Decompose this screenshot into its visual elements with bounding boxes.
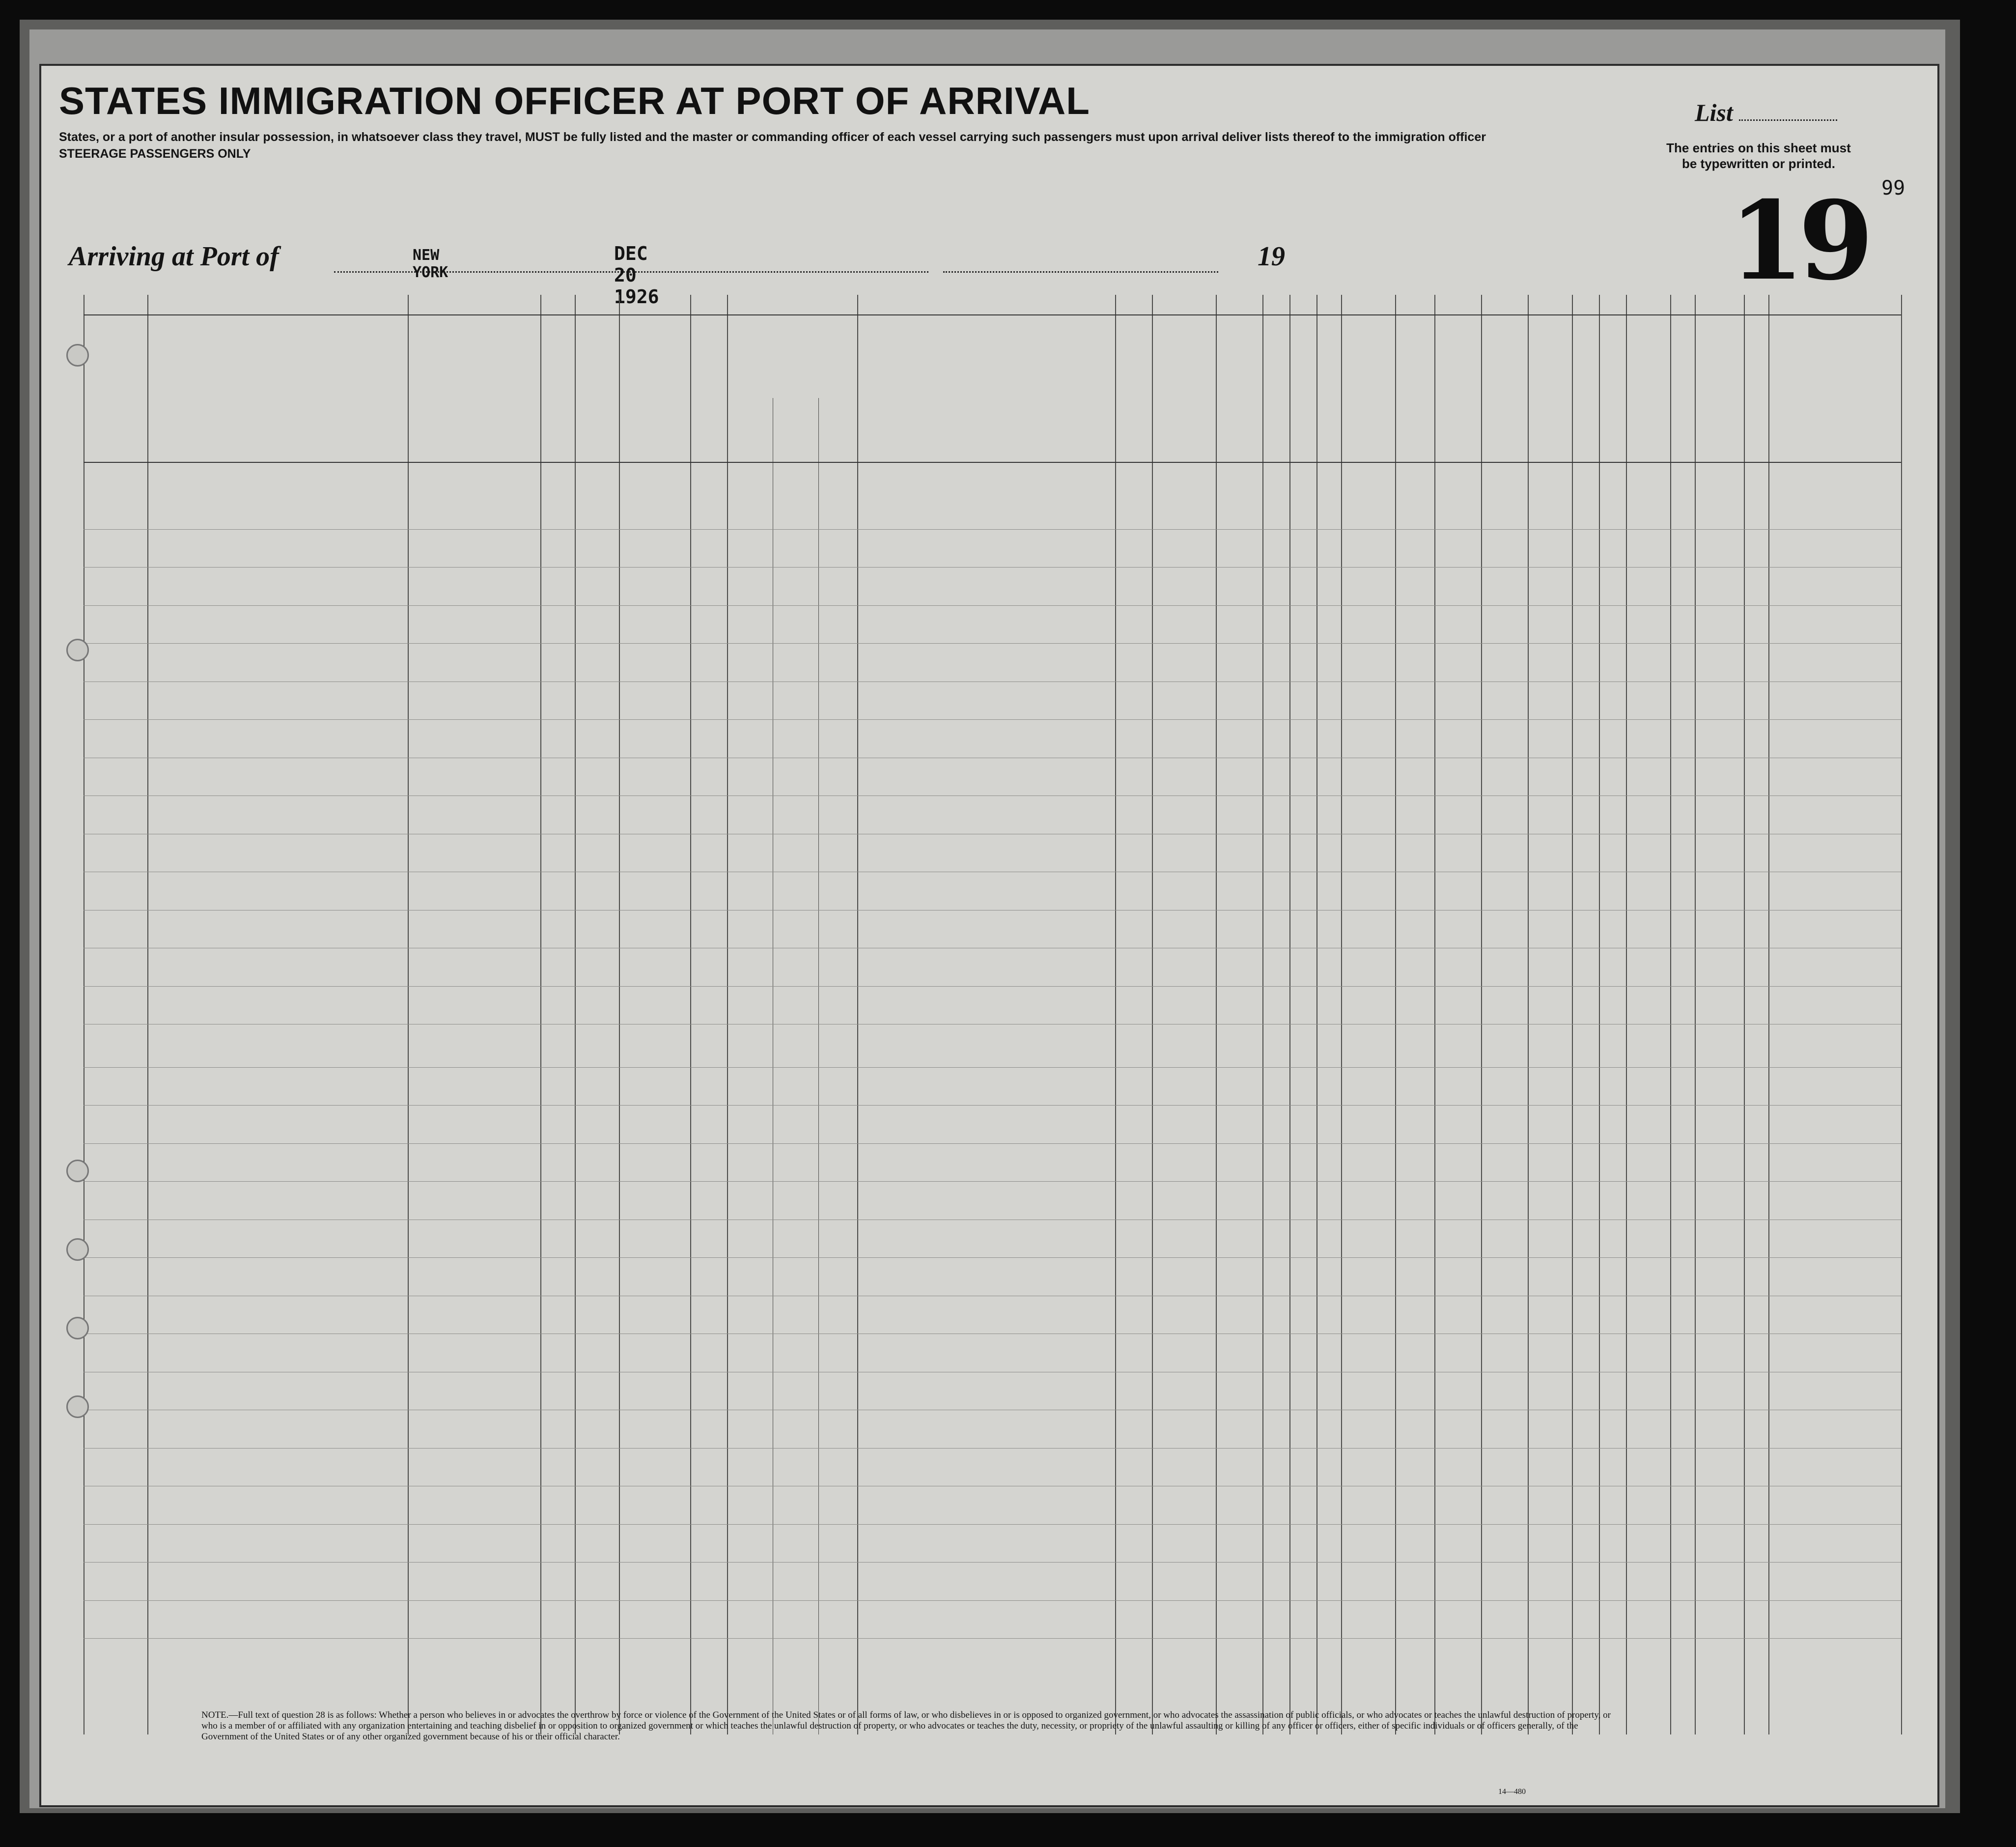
column-rule (575, 295, 576, 1734)
column-rule (1744, 295, 1745, 1734)
column-rule (1316, 295, 1317, 1734)
row-rule (84, 643, 1901, 644)
column-rule (857, 295, 858, 1734)
column-number (1341, 295, 1395, 314)
binder-hole (66, 344, 89, 367)
column-rule (1481, 295, 1482, 1734)
column-rule (1395, 295, 1396, 1734)
binder-hole (66, 1238, 89, 1261)
row-rule (84, 719, 1901, 720)
subcolumn-rule (818, 398, 819, 1734)
row-rule (84, 567, 1901, 568)
column-rule (1152, 295, 1153, 1734)
list-underline (1739, 119, 1837, 121)
column-number (1262, 295, 1289, 314)
binder-hole (66, 639, 89, 661)
column-rule (727, 295, 728, 1734)
date-underline (943, 241, 1218, 273)
row-rule (84, 1638, 1901, 1639)
column-number (1626, 295, 1670, 314)
row-rule (84, 1181, 1901, 1182)
column-number (1481, 295, 1528, 314)
column-number (727, 295, 857, 314)
row-rule (84, 986, 1901, 987)
header (59, 79, 1729, 162)
arriving-label: Arriving at Port of (69, 241, 279, 272)
list-field (1695, 98, 1837, 127)
column-number (84, 295, 147, 314)
column-number (1434, 295, 1481, 314)
sheet-number: 19 (1729, 177, 1868, 304)
binder-hole (66, 1317, 89, 1339)
arrival-date: DEC 20 1926 (614, 243, 659, 308)
binder-hole (66, 1395, 89, 1418)
column-rule (1216, 295, 1217, 1734)
column-rule (1434, 295, 1435, 1734)
header-rule (84, 314, 1901, 315)
list-label: List (1695, 99, 1733, 126)
column-rule (1115, 295, 1116, 1734)
column-rule (1289, 295, 1290, 1734)
page-title: STATES IMMIGRATION OFFICER AT PORT OF ARRIVAL (59, 79, 1090, 122)
column-number (1289, 295, 1316, 314)
row-rule (84, 605, 1901, 606)
page-number: 99 (1881, 177, 1905, 199)
row-rule (84, 1524, 1901, 1525)
column-rule (690, 295, 691, 1734)
column-rule (1768, 295, 1769, 1734)
column-number (1316, 295, 1341, 314)
manifest-sheet (39, 64, 1939, 1807)
row-rule (84, 529, 1901, 530)
column-rule (1901, 295, 1902, 1734)
row-rule (84, 1105, 1901, 1106)
row-rule (84, 1448, 1901, 1449)
binder-hole (66, 1160, 89, 1182)
column-rule (1670, 295, 1671, 1734)
column-number (408, 295, 575, 314)
column-number (147, 295, 408, 314)
column-number (1768, 295, 1901, 314)
column-number (1528, 295, 1572, 314)
port-value: NEW YORK (413, 247, 448, 281)
column-rule (147, 295, 148, 1734)
column-number (575, 295, 619, 314)
year-label: 19 (1258, 241, 1285, 272)
header-rule (84, 462, 1901, 463)
row-rule (84, 1143, 1901, 1144)
column-rule (1262, 295, 1263, 1734)
entries-note: The entries on this sheet must be typewritten or printed. (1666, 141, 1851, 171)
column-rule (619, 295, 620, 1734)
column-rule (540, 295, 541, 1734)
row-rule (84, 1562, 1901, 1563)
column-number (1395, 295, 1434, 314)
form-code: 14—480 (1498, 1788, 1526, 1796)
column-number (619, 295, 690, 314)
column-number (690, 295, 727, 314)
column-number (1670, 295, 1768, 314)
column-number (1115, 295, 1262, 314)
column-rule (1572, 295, 1573, 1734)
row-rule (84, 1257, 1901, 1258)
row-rule (84, 1600, 1901, 1601)
column-rule (1528, 295, 1529, 1734)
column-rule (1626, 295, 1627, 1734)
column-rule (1599, 295, 1600, 1734)
column-rule (408, 295, 409, 1734)
header-steerage: STEERAGE PASSENGERS ONLY (59, 147, 251, 161)
column-rule (1695, 295, 1696, 1734)
column-number (857, 295, 1115, 314)
row-rule (84, 1067, 1901, 1068)
footnote: NOTE.—Full text of question 28 is as follows: Whether a person who believes in or advocates the overthrow by force or violence of the Government of the United States or of all forms of law, or who disbelieves in or is opposed to organized government, or who advocates the assassination of public officials, or who advocates or teaches the unlawful destruction of property, or who is a member of or affiliated with any organization entertaining and teaching disbelief in or opposition to organized government or which teaches the unlawful destruction of property, or who advocates or teaches the duty, necessity, or propriety of the unlawful assaulting or killing of any officer or officers, either of specific individuals or of officers generally, of the Government of the United States or of any other organized government because of his or their official character. (201, 1710, 1611, 1742)
column-rule (1341, 295, 1342, 1734)
header-subtitle: States, or a port of another insular possession, in whatsoever class they travel, MUST be fully listed and the master or commanding officer of each vessel carrying such passengers must upon arrival deliver lists thereof to the immigration officer (59, 130, 1486, 144)
arrival-line (69, 241, 1285, 308)
